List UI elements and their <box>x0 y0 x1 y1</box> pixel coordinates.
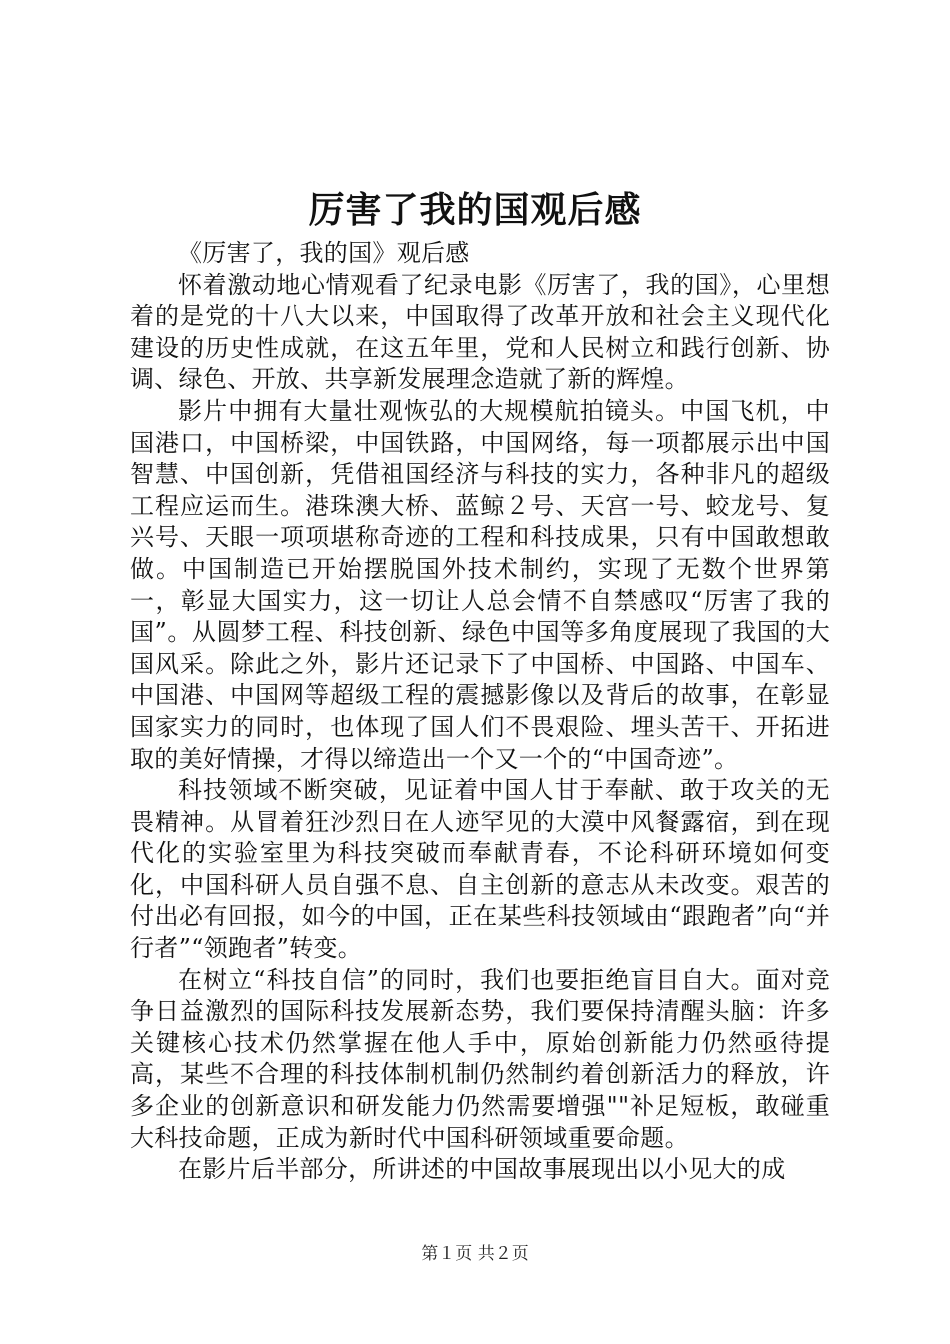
document-body <box>130 238 830 1186</box>
paragraph-1: 怀着激动地心情观看了纪录电影《厉害了，我的国》，心里想着的是党的十八大以来，中国取得了改革开放和社会主义现代化建设的历史性成就，在这五年里，党和人民树立和践行创新、协调、绿色、开放、共享新发展理念造就了新的辉煌。 <box>130 270 830 394</box>
paragraph-3: 科技领域不断突破，见证着中国人甘于奉献、敢于攻关的无畏精神。从冒着狂沙烈日在人迹罕见的大漠中风餐露宿，到在现代化的实验室里为科技突破而奉献青春，不论科研环境如何变化，中国科研人员自强不息、自主创新的意志从未改变。艰苦的付出必有回报，如今的中国，正在某些科技领域由“跟跑者”向“并行者”“领跑者”转变。 <box>130 776 830 963</box>
paragraph-4: 在树立“科技自信”的同时，我们也要拒绝盲目自大。面对竞争日益激烈的国际科技发展新态势，我们要保持清醒头脑：许多关键核心技术仍然掌握在他人手中，原始创新能力仍然亟待提高，某些不合理的科技体制机制仍然制约着创新活力的释放，许多企业的创新意识和研发能力仍然需要增强""补足短板，敢碰重大科技命题，正成为新时代中国科研领域重要命题。 <box>130 965 830 1152</box>
document-subtitle: 《厉害了，我的国》观后感 <box>178 239 470 267</box>
paragraph-2: 影片中拥有大量壮观恢弘的大规模航拍镜头。中国飞机，中国港口，中国桥梁，中国铁路，中国网络，每一项都展示出中国智慧、中国创新，凭借祖国经济与科技的实力，各种非凡的超级工程应运而生。港珠澳大桥、蓝鲸２号、天宫一号、蛟龙号、复兴号、天眼一项项堪称奇迹的工程和科技成果，只有中国敢想敢做。中国制造已开始摆脱国外技术制约，实现了无数个世界第一，彰显大国实力，这一切让人总会情不自禁感叹“厉害了我的国”。从圆梦工程、科技创新、绿色中国等多角度展现了我国的大国风采。除此之外，影片还记录下了中国桥、中国路、中国车、中国港、中国网等超级工程的震撼影像以及背后的故事，在彰显国家实力的同时，也体现了国人们不畏艰险、埋头苦干、开拓进取的美好情操，才得以缔造出一个又一个的“中国奇迹”。 <box>130 396 830 773</box>
page-number-footer: 第１页 共２页 <box>421 1244 529 1264</box>
paragraph-5: 在影片后半部分，所讲述的中国故事展现出以小见大的成 <box>178 1155 786 1184</box>
document-title: 厉害了我的国观后感 <box>308 189 642 231</box>
